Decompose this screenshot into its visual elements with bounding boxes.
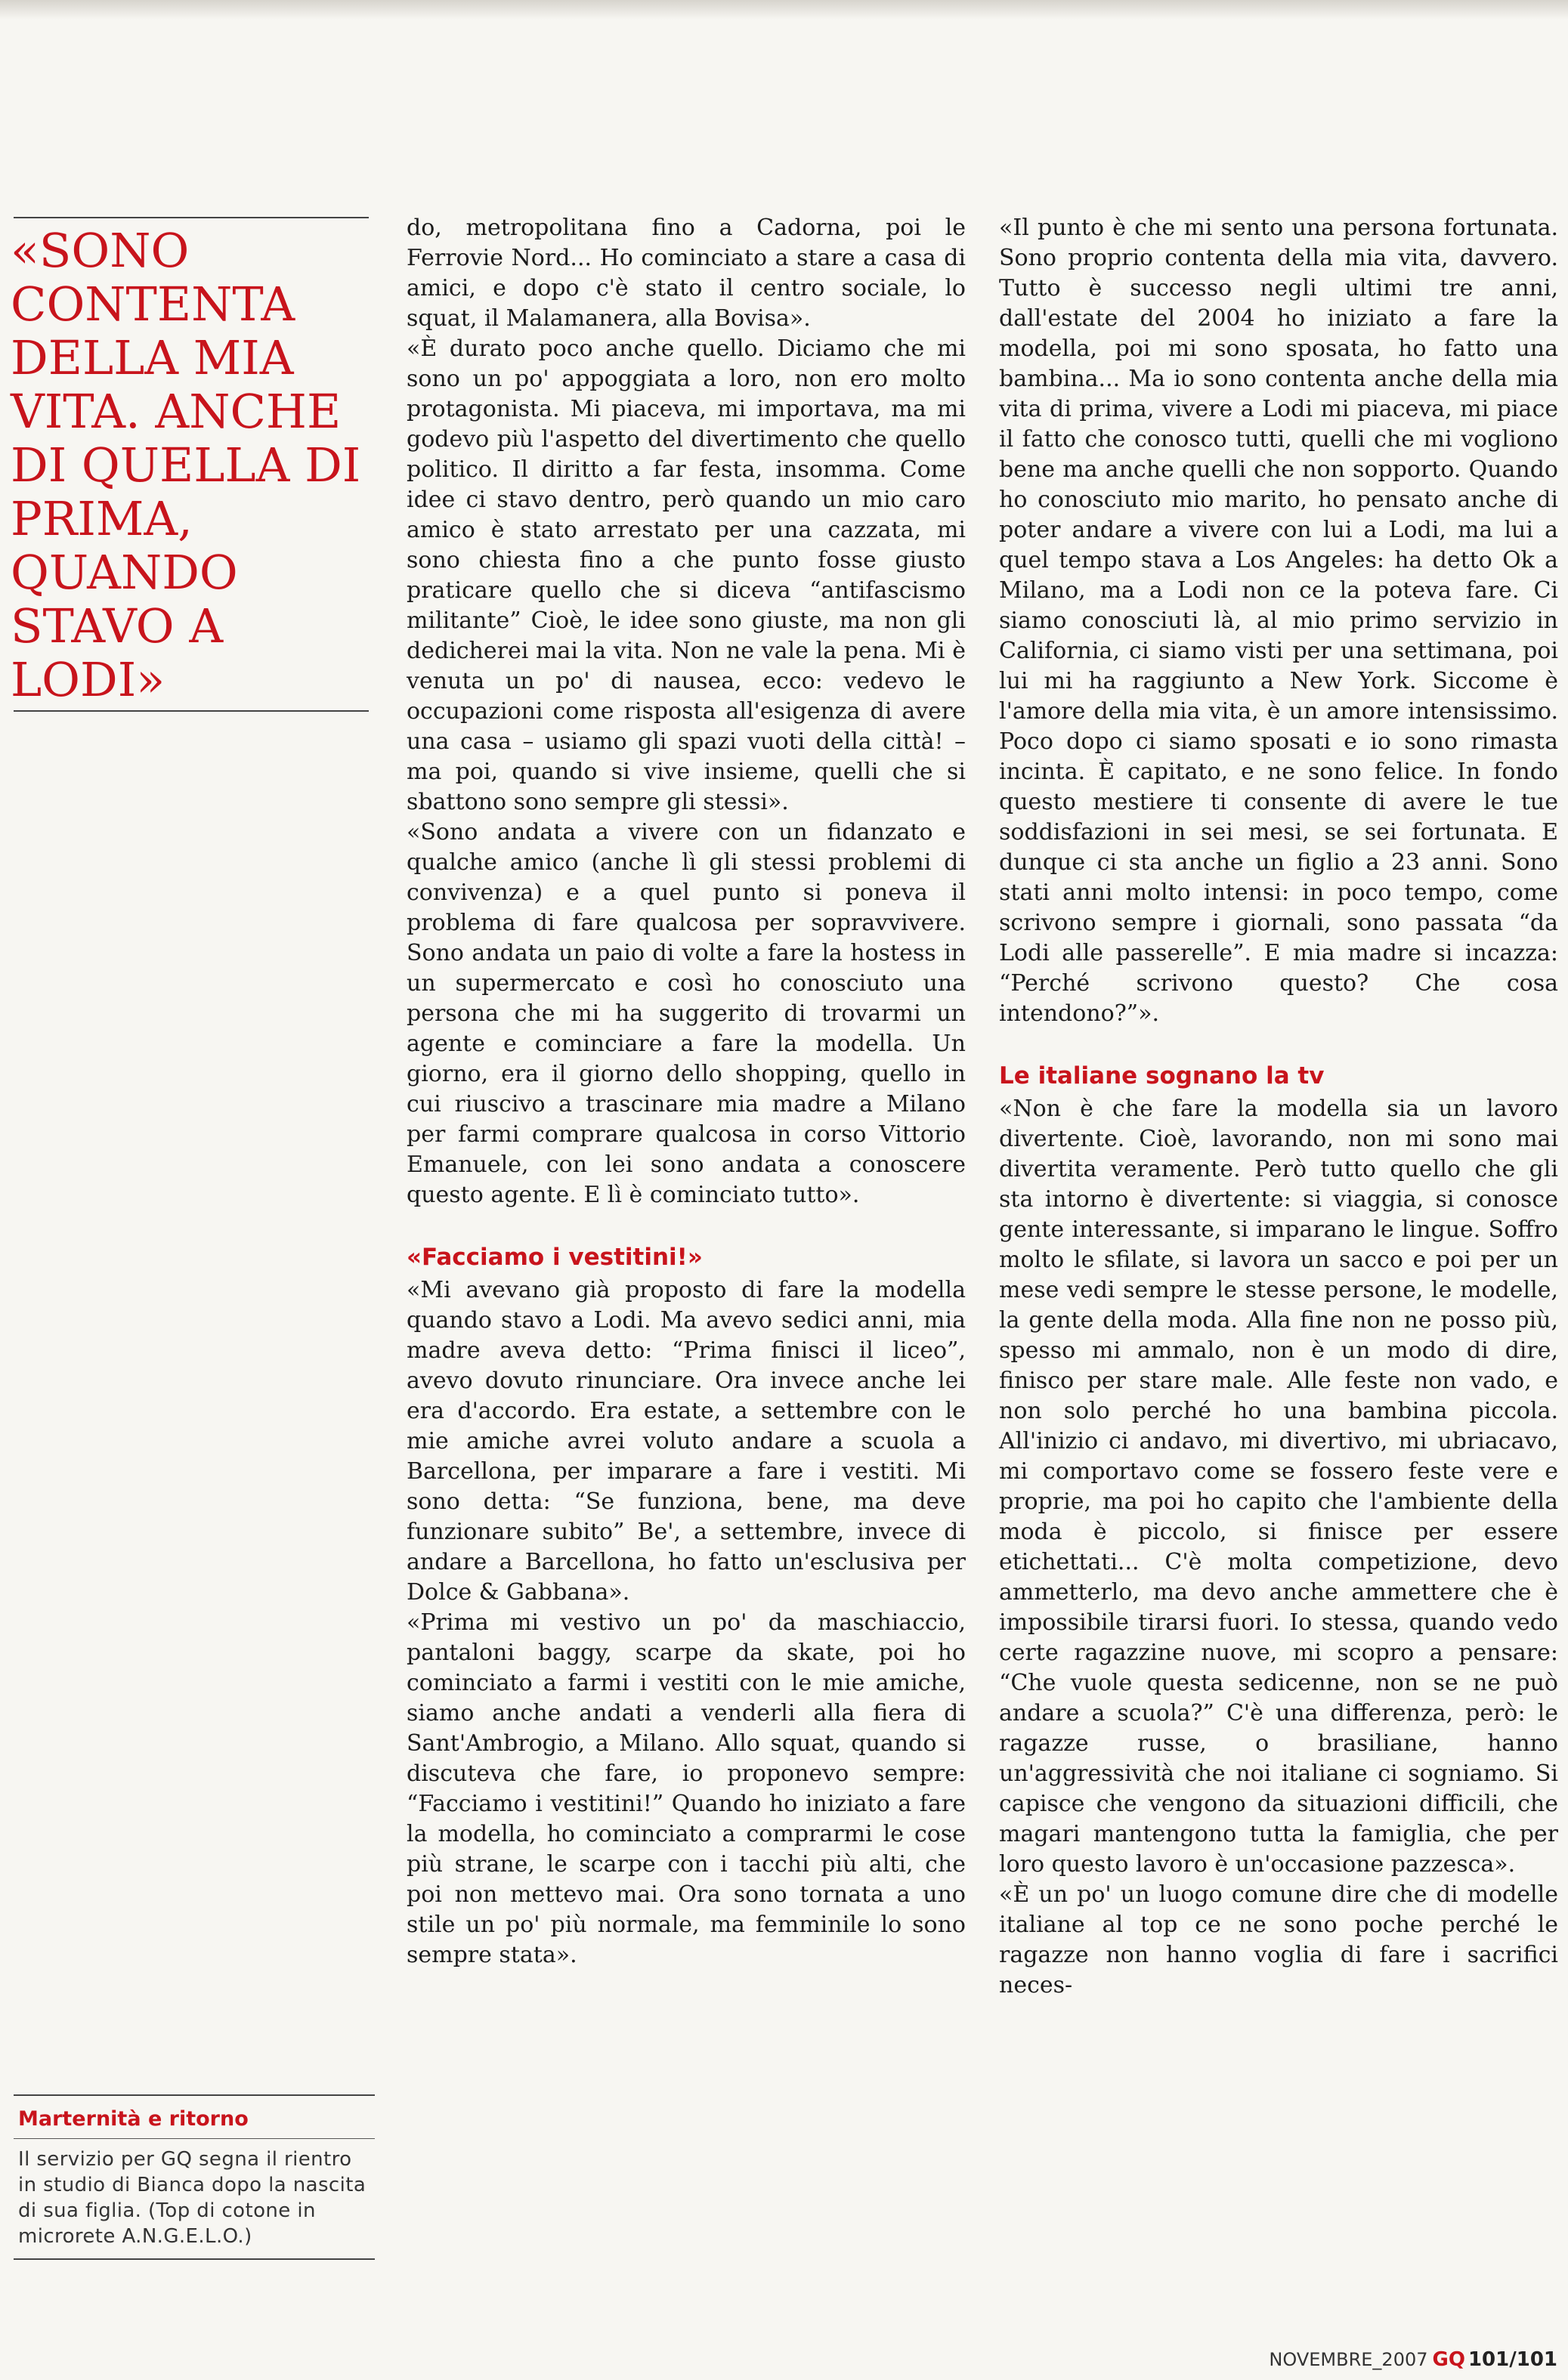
pullquote-bottom-rule: [14, 710, 369, 712]
section-heading: Le italiane sognano la tv: [999, 1062, 1325, 1090]
paragraph: «Non è che fare la modella sia un lavoro divertente. Cioè, lavorando, non mi sono mai divertita veramente. Però tutto quello che gli sta intorno è divertente: si viaggia, si conosce gente interessante, si imparano le lingue. Soffro molto le sfilate, si lavora un sacco e poi per un mese vedi sempre le stesse persone, le modelle, la gente della moda. Alla fine non ne posso più, spesso mi ammalo, non è un modo di dire, finisco per stare male. Alle feste non vado, e non solo perché ho una bambina piccola. All'inizio ci andavo, mi divertivo, mi ubriacavo, mi comportavo come se fossero feste vere e proprie, ma poi ho capito che l'ambiente della moda è piccolo, si finisce per essere etichettati... C'è molta competizione, devo ammetterlo, ma devo anche ammettere che è impossibile tirarsi fuori. Io stessa, quando vedo certe ragazzine nuove, mi scopro a pensare: “Che vuole questa sedicenne, non se ne può andare a scuola?” C'è una differenza, però: le ragazze russe, o brasiliane, hanno un'aggressività che noi italiane ci sogniamo. Si capisce che vengono da situazioni difficili, che magari mantengono tutta la famiglia, che per loro questo lavoro è un'occasione pazzesca».: [999, 1096, 1558, 1878]
issue-date: NOVEMBRE_2007: [1269, 2349, 1428, 2370]
section-heading: «Facciamo i vestitini!»: [407, 1244, 703, 1271]
paragraph: «È durato poco anche quello. Diciamo che mi sono un po' appoggiata a loro, non ero molto protagonista. Mi piaceva, mi importava, ma mi godevo più l'aspetto del divertimento che quello politico. Il diritto a far festa, insomma. Come idee ci stavo dentro, però quando un mio caro amico è stato arrestato per una cazzata, mi sono chiesta fino a che punto fosse giusto praticare quello che si diceva “antifascismo militante” Cioè, le idee sono giuste, ma non gli dedicherei mai la vita. Non ne vale la pena. Mi è venuta un po' di nausea, ecco: vedevo le occupazioni come risposta all'esigenza di avere una casa – usiamo gli spazi vuoti della città! – ma poi, quando si vive insieme, quelli che si sbattono sono sempre gli stessi».: [407, 335, 966, 815]
paragraph: «È un po' un luogo comune dire che di modelle italiane al top ce ne sono poche perché le ragazze non hanno voglia di fare i sacrifici neces-: [999, 1881, 1558, 1998]
page-number: 101/101: [1467, 2348, 1557, 2371]
paragraph: «Il punto è che mi sento una persona fortunata. Sono proprio contenta della mia vita, davvero. Tutto è successo negli ultimi tre anni, dall'estate del 2004 ho iniziato a fare la modella, poi mi sono sposata, ho fatto una bambina... Ma io sono contenta anche della mia vita di prima, vivere a Lodi mi piaceva, mi piace il fatto che conosco tutti, quelli che mi vogliono bene ma anche quelli che non sopporto. Quando ho conosciuto mio marito, ho pensato anche di poter andare a vivere con lui a Lodi, ma lui a quel tempo stava a Los Angeles: ha detto Ok a Milano, ma a Lodi non ce la poteva fare. Ci siamo conosciuti là, al mio primo servizio in California, ci siamo visti per una settimana, poi lui mi ha raggiunto a New York. Siccome è l'amore della mia vita, è un amore intensissimo. Poco dopo ci siamo sposati e io sono rimasta incinta. È capitato, e ne sono felice. In fondo questo mestiere ti consente di avere le tue soddisfazioni in sei mesi, se sei fortunata. E dunque ci sta anche un figlio a 23 anni. Sono stati anni molto intensi: in poco tempo, come scrivono sempre i giornali, sono passata “da Lodi alle passerelle”. E mia madre si incazza: “Perché scrivono questo? Che cosa intendono?”».: [999, 215, 1558, 1027]
paragraph: «Sono andata a vivere con un fidanzato e qualche amico (anche lì gli stessi problemi di convivenza) e a quel punto si poneva il problema di fare qualcosa per sopravvivere. Sono andata un paio di volte a fare la hostess in un supermercato e così ho conosciuto una persona che mi ha suggerito di trovarmi un agente e cominciare a fare la modella. Un giorno, era il giorno dello shopping, quello in cui riuscivo a trascinare mia madre a Milano per farmi comprare qualcosa in corso Vittorio Emanuele, con lei sono andata a conoscere questo agente. E lì è cominciato tutto».: [407, 819, 966, 1208]
caption-title: Marternità e ritorno: [18, 2107, 249, 2131]
article-column-middle: [407, 213, 966, 1970]
pullquote-top-rule: [14, 217, 369, 218]
paragraph: do, metropolitana fino a Cadorna, poi le Ferrovie Nord... Ho cominciato a stare a casa di amici, e dopo c'è stato il centro sociale, lo squat, il Malamanera, alla Bovisa».: [407, 215, 966, 332]
page-top-edge: [0, 0, 1568, 20]
photo-caption: [14, 2094, 375, 2260]
pull-quote: «SONO CONTENTA DELLA MIA VITA. ANCHE DI QUELLA DI PRIMA, QUANDO STAVO A LODI»: [11, 223, 361, 707]
caption-bottom-rule: [14, 2258, 375, 2260]
article-column-right: [999, 213, 1558, 2001]
caption-body: Il servizio per GQ segna il rientro in studio di Bianca dopo la nascita di sua figlia. (Top di cotone in microrete A.N.G.E.L.O.): [18, 2148, 366, 2248]
page-folio: [1269, 2348, 1557, 2371]
paragraph: «Mi avevano già proposto di fare la modella quando stavo a Lodi. Ma avevo sedici anni, mia madre aveva detto: “Prima finisci il liceo”, avevo dovuto rinunciare. Ora invece anche lei era d'accordo. Era estate, a settembre con le mie amiche avrei voluto andare a scuola a Barcellona, per imparare a fare i vestiti. Mi sono detta: “Se funziona, bene, ma deve funzionare subito” Be', a settembre, invece di andare a Barcellona, ho fatto un'esclusiva per Dolce & Gabbana».: [407, 1277, 966, 1606]
magazine-brand: GQ: [1432, 2348, 1465, 2371]
paragraph: «Prima mi vestivo un po' da maschiaccio, pantaloni baggy, scarpe da skate, poi ho cominciato a farmi i vestiti con le mie amiche, siamo anche andati a venderli alla fiera di Sant'Ambrogio, a Milano. Allo squat, quando si discuteva che fare, io proponevo sempre: “Facciamo i vestitini!” Quando ho iniziato a fare la modella, ho cominciato a comprarmi le cose più strane, le scarpe con i tacchi più alti, che poi non mettevo mai. Ora sono tornata a uno stile un po' più normale, ma femminile lo sono sempre stata».: [407, 1609, 966, 1968]
